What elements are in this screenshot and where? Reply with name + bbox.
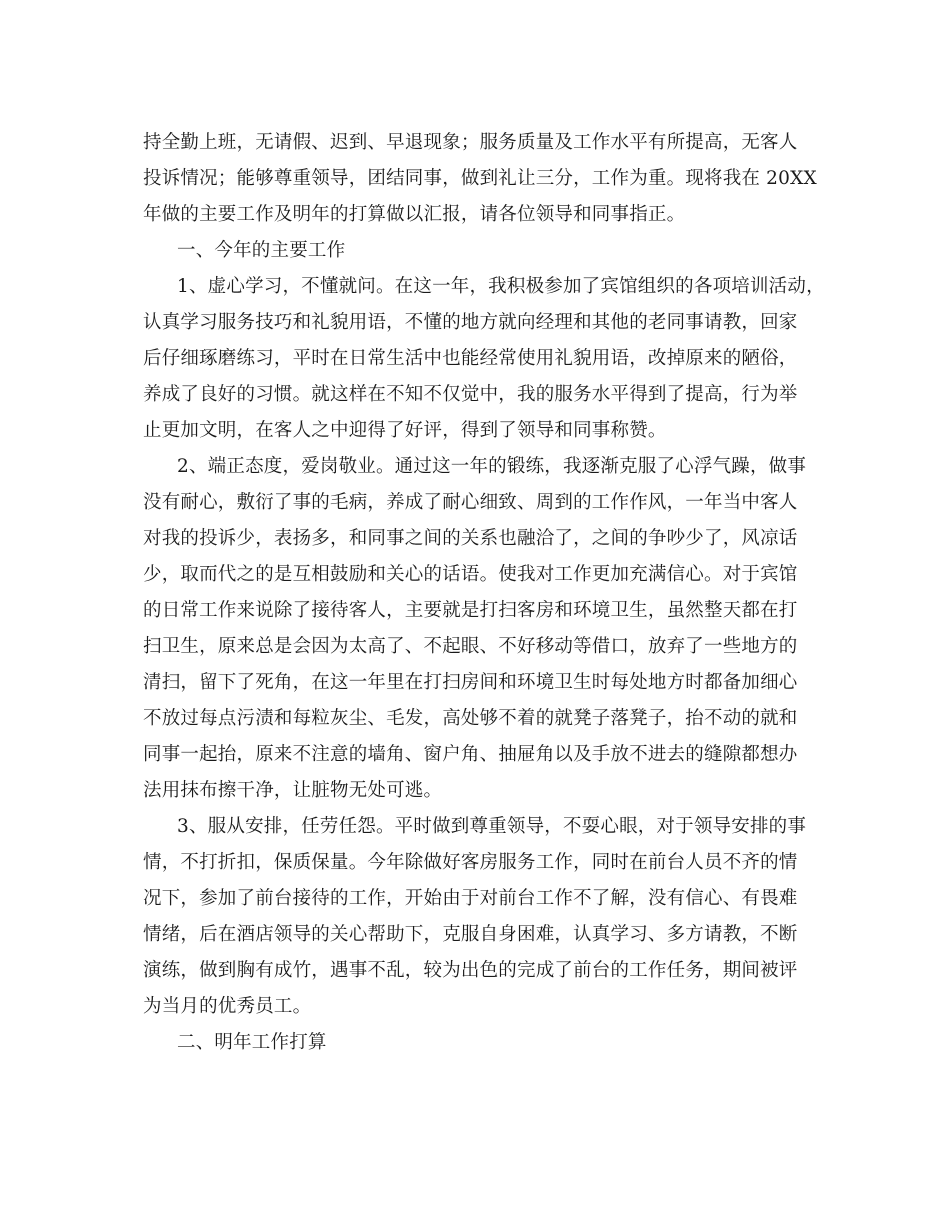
text-line: 持全勤上班，无请假、迟到、早退现象；服务质量及工作水平有所提高，无客人 <box>143 132 798 153</box>
section-heading: 一、今年的主要工作 <box>177 240 346 261</box>
text-line: 同事一起抬，原来不注意的墙角、窗户角、抽屉角以及手放不进去的缝隙都想办 <box>143 744 798 765</box>
text-line: 止更加文明，在客人之中迎得了好评，得到了领导和同事称赞。 <box>143 420 667 441</box>
text-line: 为当月的优秀员工。 <box>143 996 312 1017</box>
section-heading: 二、明年工作打算 <box>177 1032 327 1053</box>
paragraph-start: 1、虚心学习，不懂就问。在这一年，我积极参加了宾馆组织的各项培训活动， <box>177 276 825 297</box>
text-line: 情，不打折扣，保质保量。今年除做好客房服务工作，同时在前台人员不齐的情 <box>143 852 798 873</box>
text-line: 没有耐心，敷衍了事的毛病，养成了耐心细致、周到的工作作风，一年当中客人 <box>143 492 798 513</box>
text-line: 演练，做到胸有成竹，遇事不乱，较为出色的完成了前台的工作任务，期间被评 <box>143 960 798 981</box>
text-line: 投诉情况；能够尊重领导，团结同事，做到礼让三分，工作为重。现将我在 20XX <box>143 168 817 189</box>
text-line: 的日常工作来说除了接待客人，主要就是打扫客房和环境卫生，虽然整天都在打 <box>143 600 798 621</box>
text-line: 法用抹布擦干净，让脏物无处可逃。 <box>143 780 443 801</box>
text-line: 情绪，后在酒店领导的关心帮助下，克服自身困难，认真学习、多方请教，不断 <box>143 924 798 945</box>
text-line: 养成了良好的习惯。就这样在不知不仅觉中，我的服务水平得到了提高，行为举 <box>143 384 798 405</box>
paragraph-start: 2、端正态度，爱岗敬业。通过这一年的锻练，我逐渐克服了心浮气躁，做事 <box>177 456 807 477</box>
text-line: 少，取而代之的是互相鼓励和关心的话语。使我对工作更加充满信心。对于宾馆 <box>143 564 798 585</box>
paragraph-start: 3、服从安排，任劳任怨。平时做到尊重领导，不耍心眼，对于领导安排的事 <box>177 816 807 837</box>
text-line: 不放过每点污渍和每粒灰尘、毛发，高处够不着的就凳子落凳子，抬不动的就和 <box>143 708 798 729</box>
text-line: 后仔细琢磨练习，平时在日常生活中也能经常使用礼貌用语，改掉原来的陋俗， <box>143 348 798 369</box>
text-line: 况下，参加了前台接待的工作，开始由于对前台工作不了解，没有信心、有畏难 <box>143 888 798 909</box>
text-line: 清扫，留下了死角，在这一年里在打扫房间和环境卫生时每处地方时都备加细心 <box>143 672 798 693</box>
text-line: 对我的投诉少，表扬多，和同事之间的关系也融洽了，之间的争吵少了，风凉话 <box>143 528 798 549</box>
text-line: 扫卫生，原来总是会因为太高了、不起眼、不好移动等借口，放弃了一些地方的 <box>143 636 798 657</box>
text-line: 年做的主要工作及明年的打算做以汇报，请各位领导和同事指正。 <box>143 204 686 225</box>
text-line: 认真学习服务技巧和礼貌用语，不懂的地方就向经理和其他的老同事请教，回家 <box>143 312 798 333</box>
